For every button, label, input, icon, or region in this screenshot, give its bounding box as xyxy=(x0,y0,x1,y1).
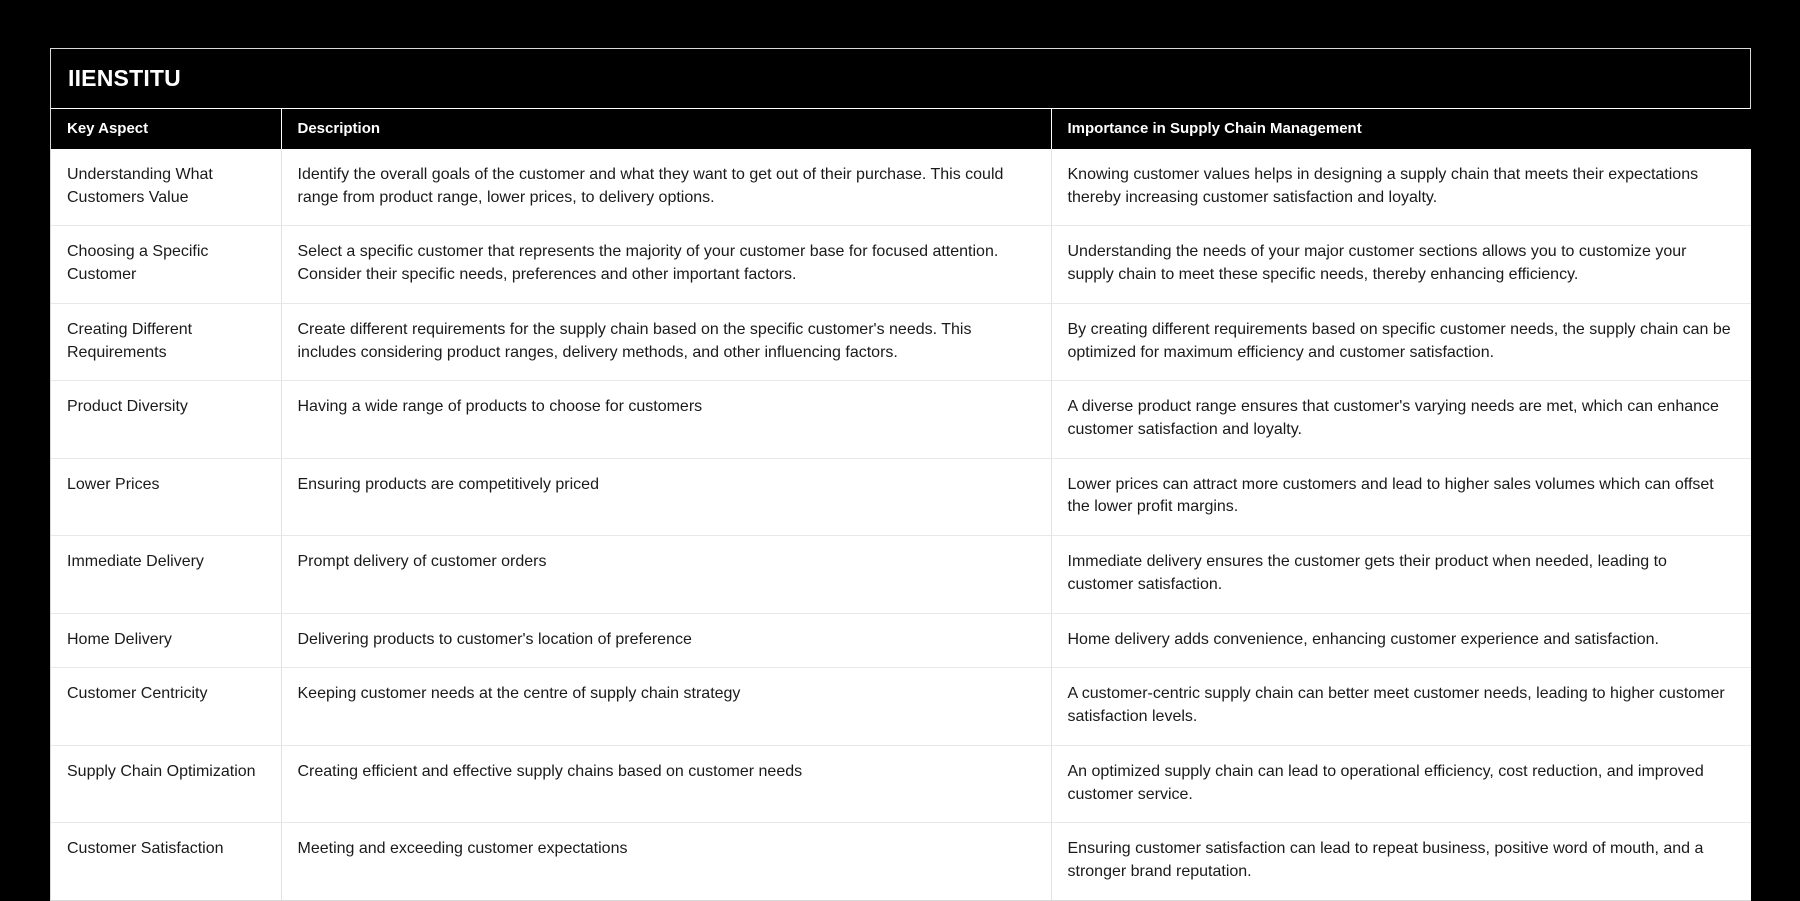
table-row xyxy=(51,823,1751,900)
table-card xyxy=(50,48,1751,901)
cell-importance: Understanding the needs of your major customer sections allows you to customize your supply chain to meet these specific needs, thereby enhancing efficiency. xyxy=(1051,226,1751,303)
cell-description: Identify the overall goals of the customer and what they want to get out of their purchase. This could range from product range, lower prices, to delivery options. xyxy=(281,149,1051,226)
column-header-importance: Importance in Supply Chain Management xyxy=(1051,109,1751,149)
cell-key-aspect: Product Diversity xyxy=(51,381,281,458)
cell-description: Select a specific customer that represents the majority of your customer base for focused attention. Consider their specific needs, preferences and other important factors. xyxy=(281,226,1051,303)
table-row xyxy=(51,149,1751,226)
cell-importance: Knowing customer values helps in designing a supply chain that meets their expectations thereby increasing customer satisfaction and loyalty. xyxy=(1051,149,1751,226)
cell-description: Ensuring products are competitively priced xyxy=(281,458,1051,535)
cell-key-aspect: Creating Different Requirements xyxy=(51,303,281,380)
cell-importance: An optimized supply chain can lead to operational efficiency, cost reduction, and improved customer service. xyxy=(1051,745,1751,822)
cell-importance: A customer-centric supply chain can better meet customer needs, leading to higher customer satisfaction levels. xyxy=(1051,668,1751,745)
brand-bar xyxy=(51,49,1750,109)
cell-key-aspect: Supply Chain Optimization xyxy=(51,745,281,822)
cell-description: Having a wide range of products to choose for customers xyxy=(281,381,1051,458)
table-row xyxy=(51,381,1751,458)
table-header-row xyxy=(51,109,1751,149)
supply-chain-table xyxy=(51,109,1751,900)
table-row xyxy=(51,303,1751,380)
cell-key-aspect: Customer Satisfaction xyxy=(51,823,281,900)
cell-importance: Ensuring customer satisfaction can lead to repeat business, positive word of mouth, and a stronger brand reputation. xyxy=(1051,823,1751,900)
column-header-description: Description xyxy=(281,109,1051,149)
table-row xyxy=(51,668,1751,745)
table-header xyxy=(51,109,1751,149)
table-row xyxy=(51,613,1751,668)
cell-key-aspect: Understanding What Customers Value xyxy=(51,149,281,226)
table-row xyxy=(51,458,1751,535)
cell-importance: Home delivery adds convenience, enhancing customer experience and satisfaction. xyxy=(1051,613,1751,668)
cell-key-aspect: Choosing a Specific Customer xyxy=(51,226,281,303)
table-row xyxy=(51,226,1751,303)
cell-key-aspect: Customer Centricity xyxy=(51,668,281,745)
cell-importance: Immediate delivery ensures the customer gets their product when needed, leading to customer satisfaction. xyxy=(1051,536,1751,613)
cell-key-aspect: Immediate Delivery xyxy=(51,536,281,613)
table-row xyxy=(51,745,1751,822)
cell-key-aspect: Home Delivery xyxy=(51,613,281,668)
column-header-key-aspect: Key Aspect xyxy=(51,109,281,149)
table-row xyxy=(51,536,1751,613)
cell-description: Delivering products to customer's location of preference xyxy=(281,613,1051,668)
cell-description: Keeping customer needs at the centre of supply chain strategy xyxy=(281,668,1051,745)
cell-description: Create different requirements for the supply chain based on the specific customer's needs. This includes considering product ranges, delivery methods, and other influencing factors. xyxy=(281,303,1051,380)
cell-key-aspect: Lower Prices xyxy=(51,458,281,535)
cell-description: Meeting and exceeding customer expectations xyxy=(281,823,1051,900)
cell-description: Creating efficient and effective supply chains based on customer needs xyxy=(281,745,1051,822)
cell-importance: Lower prices can attract more customers and lead to higher sales volumes which can offset the lower profit margins. xyxy=(1051,458,1751,535)
cell-importance: By creating different requirements based on specific customer needs, the supply chain can be optimized for maximum efficiency and customer satisfaction. xyxy=(1051,303,1751,380)
cell-description: Prompt delivery of customer orders xyxy=(281,536,1051,613)
brand-title: IIENSTITU xyxy=(68,65,181,91)
cell-importance: A diverse product range ensures that customer's varying needs are met, which can enhance customer satisfaction and loyalty. xyxy=(1051,381,1751,458)
table-body xyxy=(51,149,1751,900)
